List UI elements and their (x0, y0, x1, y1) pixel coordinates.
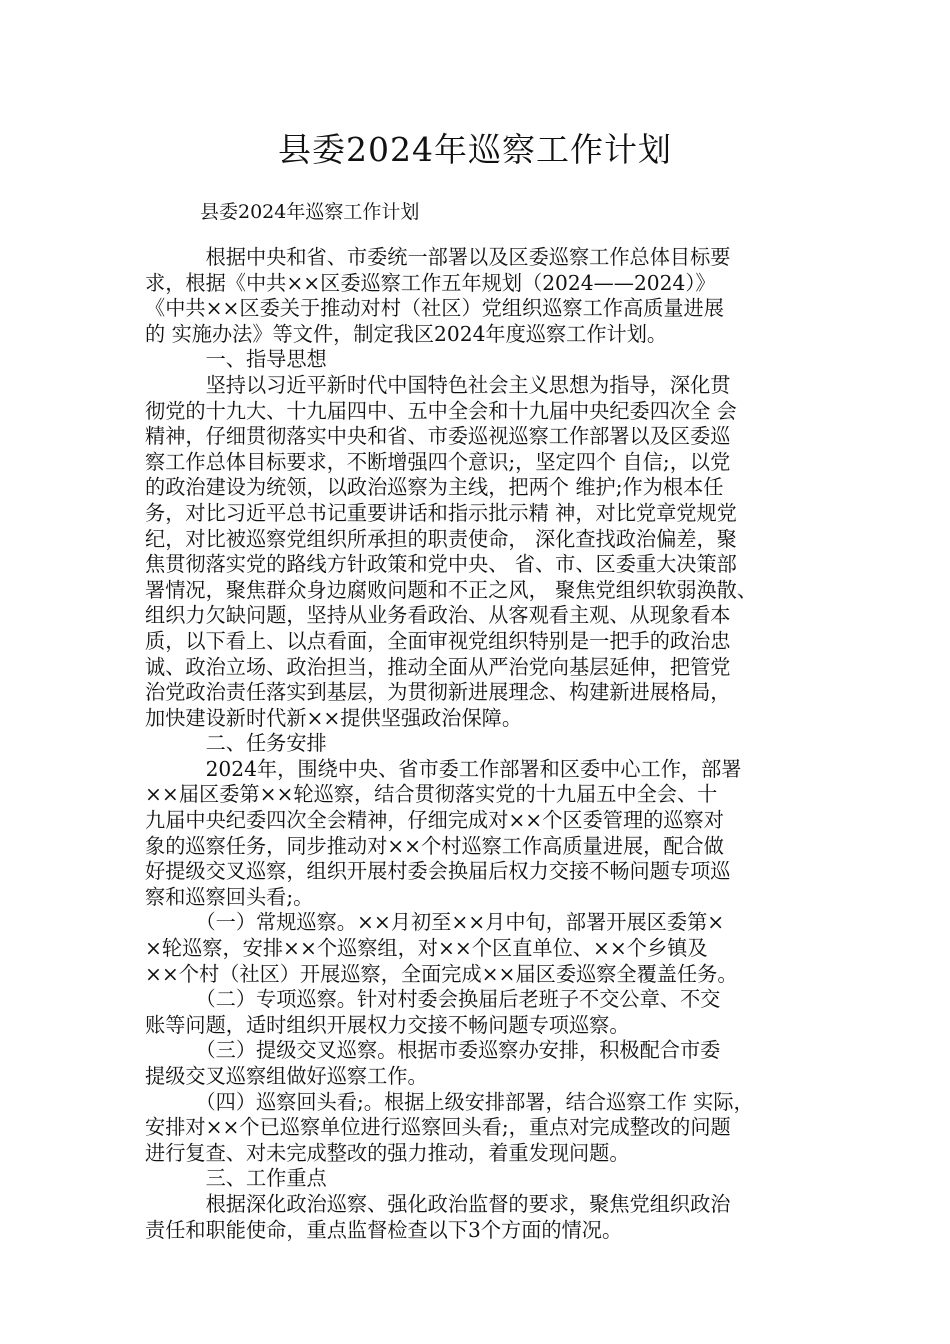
body-line: （一）常规巡察。××月初至××月中旬，部署开展区委第× (145, 910, 725, 935)
body-line: 安排对××个已巡察单位进行巡察回头看;，重点对完成整改的问题 (145, 1115, 731, 1140)
body-line: ××个村（社区）开展巡察，全面完成××届区委巡察全覆盖任务。 (145, 961, 738, 986)
body-line: ××届区委第××轮巡察，结合贯彻落实党的十九届五中全会、十 (145, 782, 718, 807)
body-line: （四）巡察回头看;。根据上级安排部署，结合巡察工作 实际， (145, 1089, 754, 1114)
body-line: 责任和职能使命，重点监督检查以下3个方面的情况。 (145, 1217, 623, 1242)
body-line: （三）提级交叉巡察。根据市委巡察办安排，积极配合市委 (145, 1038, 721, 1063)
body-line: 的 实施办法》等文件，制定我区2024年度巡察工作计划。 (145, 321, 668, 346)
body-line: 一、指导思想 (145, 347, 327, 372)
body-line: 精神，仔细贯彻落实中央和省、市委巡视巡察工作部署以及区委巡 (145, 424, 731, 449)
body-line: 质，以下看上、以点看面，全面审视党组织特别是一把手的政治忠 (145, 628, 731, 653)
body-line: 三、工作重点 (145, 1166, 327, 1191)
document-subtitle: 县委2024年巡察工作计划 (200, 201, 420, 223)
body-line: 坚持以习近平新时代中国特色社会主义思想为指导，深化贯 (145, 372, 731, 397)
body-line: 焦贯彻落实党的路线方针政策和党中央、 省、市、区委重大决策部 (145, 552, 737, 577)
body-line: 组织力欠缺问题，坚持从业务看政治、从客观看主观、从现象看本 (145, 603, 731, 628)
body-line: 账等问题，适时组织开展权力交接不畅问题专项巡察。 (145, 1012, 630, 1037)
body-line: 务，对比习近平总书记重要讲话和指示批示精 神，对比党章党规党 (145, 500, 737, 525)
body-line: 的政治建设为统领，以政治巡察为主线，把两个 维护;作为根本任 (145, 475, 724, 500)
body-line: 进行复查、对未完成整改的强力推动，着重发现问题。 (145, 1140, 630, 1165)
body-line: 察工作总体目标要求，不断增强四个意识;，坚定四个 自信;，以党 (145, 449, 731, 474)
document-title: 县委2024年巡察工作计划 (278, 130, 672, 169)
body-line: 察和巡察回头看;。 (145, 884, 314, 909)
body-line: 2024年，围绕中央、省市委工作部署和区委中心工作，部署 (145, 756, 742, 781)
body-line: 九届中央纪委四次全会精神，仔细完成对××个区委管理的巡察对 (145, 808, 724, 833)
document-body (145, 245, 825, 1243)
body-line: 根据中央和省、市委统一部署以及区委巡察工作总体目标要 (145, 245, 731, 269)
body-line: 诚、政治立场、政治担当，推动全面从严治党向基层延伸，把管党 (145, 654, 731, 679)
body-line: （二）专项巡察。针对村委会换届后老班子不交公章、不交 (145, 987, 721, 1012)
body-line: 象的巡察任务，同步推动对××个村巡察工作高质量进展，配合做 (145, 833, 724, 858)
body-line: 二、任务安排 (145, 731, 327, 756)
body-line: 署情况，聚焦群众身边腐败问题和不正之风， 聚焦党组织软弱涣散、 (145, 577, 758, 602)
body-line: 《中共××区委关于推动对村（社区）党组织巡察工作高质量进展 (145, 296, 724, 321)
body-line: 好提级交叉巡察，组织开展村委会换届后权力交接不畅问题专项巡 (145, 859, 731, 884)
body-line: ×轮巡察，安排××个巡察组，对××个区直单位、××个乡镇及 (145, 936, 708, 961)
body-line: 加快建设新时代新××提供坚强政治保障。 (145, 705, 523, 730)
body-line: 根据深化政治巡察、强化政治监督的要求，聚焦党组织政治 (145, 1191, 731, 1216)
body-line: 治党政治责任落实到基层，为贯彻新进展理念、构建新进展格局， (145, 680, 731, 705)
body-line: 纪，对比被巡察党组织所承担的职责使命， 深化查找政治偏差，聚 (145, 526, 737, 551)
body-line: 求，根据《中共××区委巡察工作五年规划（2024——2024）》 (145, 270, 716, 295)
body-line: 提级交叉巡察组做好巡察工作。 (145, 1064, 428, 1088)
body-line: 彻党的十九大、十九届四中、五中全会和十九届中央纪委四次全 会 (145, 398, 737, 423)
